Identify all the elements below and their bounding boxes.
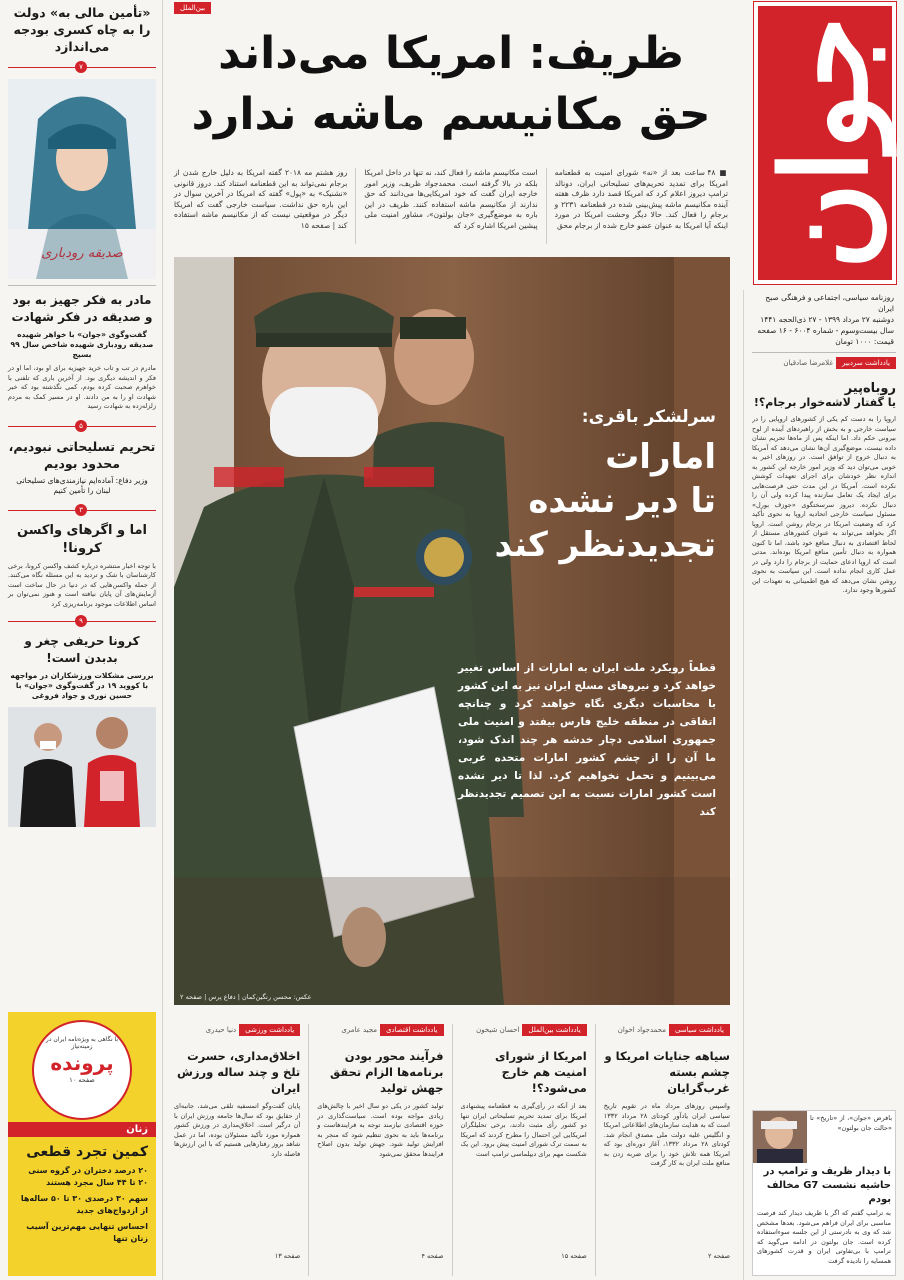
issue-date: دوشنبه ۲۷ مرداد ۱۳۹۹ - ۲۷ ذی‌الحجه ۱۴۴۱ bbox=[760, 315, 894, 324]
teaser-column bbox=[8, 4, 156, 827]
note-tag: یادداشت بین‌الملل bbox=[522, 1024, 586, 1036]
note-body: بعد از آنکه در رأی‌گیری به قطعنامه پیشنهادی امریکا برای تمدید تحریم تسلیحاتی ایران تنها دو کشور رأی مثبت دادند، برخی تحلیلگران امریکایی این احتمال را مطرح کردند که امریکا به سمت ترک شورای امنیت پیش برود. این یک شکست مهم برای دیپلماسی ترامپ است bbox=[460, 1102, 587, 1158]
issue-number: سال بیست‌وسوم - شماره ۶۰۰۴ - ۱۶ صفحه bbox=[757, 326, 894, 335]
note-title: فرآیند محور بودن برنامه‌ها الزام تحقق جهش تولید bbox=[329, 1049, 444, 1095]
parvande-page: صفحه ۱۰ bbox=[69, 1076, 95, 1084]
note-page-ref: صفحه ۴ bbox=[421, 1252, 444, 1260]
page-indicator bbox=[8, 504, 156, 516]
bottom-notes bbox=[174, 1024, 730, 1276]
note-page-ref: صفحه ۱۳ bbox=[274, 1252, 301, 1260]
newspaper-logo: جوان bbox=[755, 16, 894, 270]
editorial-column bbox=[752, 352, 896, 1115]
page-number-badge: ۷ bbox=[75, 61, 87, 73]
note-page-ref: صفحه ۲ bbox=[707, 1252, 730, 1260]
note-author: مجید عامری bbox=[341, 1026, 378, 1034]
top-tag-bar bbox=[174, 2, 728, 14]
note-tag: یادداشت اقتصادی bbox=[380, 1024, 443, 1036]
dossier-box[interactable] bbox=[8, 1012, 156, 1276]
column-divider bbox=[743, 290, 744, 1280]
martyr-portrait bbox=[8, 79, 156, 279]
photo-title-3: تجدیدنظر کند bbox=[494, 525, 716, 565]
teaser-subtitle: گفت‌وگوی «جوان» با خواهر شهیده صدیقه رودباری شهیده شاخص سال ۹۹ بسیج bbox=[10, 330, 154, 359]
tagline: روزنامه سیاسی، اجتماعی و فرهنگی صبح ایران bbox=[765, 293, 894, 313]
interview-box[interactable] bbox=[752, 1110, 896, 1276]
teaser-vaccine[interactable] bbox=[8, 522, 156, 610]
masthead-info bbox=[754, 292, 894, 347]
teaser-title: «تأمین مالی به» دولت را به چاه کسری بودجه می‌اندازد bbox=[13, 5, 151, 54]
athletes-photo bbox=[8, 707, 156, 827]
note-author: دنیا حیدری bbox=[205, 1026, 237, 1034]
note-title: امریکا از شورای امنیت هم خارج می‌شود؟! bbox=[495, 1049, 587, 1095]
masthead-logo bbox=[754, 2, 896, 284]
photo-kicker: سرلشکر باقری: bbox=[581, 407, 716, 427]
lead-col-2: است مکانیسم ماشه را فعال کند، نه تنها در داخل امریکا بلکه در بالا گرفته است. محمدجواد ظریف، وزیر امور خارجه ایران گفت که خود امریکایی‌ها می‌دانند که حق ندارند از مکانیسم ماشه استفاده کنند. ظریف در این باره به موضع‌گیری «جان بولتون»، مشاور امنیت ملی پیشین امریکا اشاره کرد که bbox=[364, 168, 538, 230]
teaser-budget[interactable] bbox=[8, 4, 156, 55]
main-photo[interactable] bbox=[174, 257, 730, 1005]
main-headline[interactable] bbox=[174, 24, 728, 146]
note-sports[interactable] bbox=[174, 1024, 300, 1276]
photo-body-text: قطعاً رویکرد ملت ایران به امارات از اساس تغییر خواهد کرد و نیروهای مسلح ایران نیز به این کشور با محاسبات دیگری نگاه خواهند کرد و چنانچه اتفاقی در منطقه خلیج فارس بیفتد و امنیت ملی جمهوری اسلامی دچار خدشه هر چند اندک شود، ما آن را از چشم کشور امارات متحده عربی می‌بینیم و تحمل نخواهیم کرد. لذا تا دیر نشده است کشور امارات نسبت به این تصمیم تجدیدنظر کند bbox=[458, 662, 716, 818]
editorial-headline[interactable]: روباه‌پیر bbox=[844, 381, 896, 396]
note-tag: یادداشت سیاسی bbox=[669, 1024, 730, 1036]
headline-line2: حق مکانیسم ماشه ندارد bbox=[191, 89, 711, 140]
author-name: غلامرضا صادقیان bbox=[783, 359, 833, 367]
zanan-title: کمین تجرد قطعی bbox=[26, 1144, 148, 1160]
zanan-label: زنان bbox=[8, 1122, 156, 1137]
parvande-stamp bbox=[8, 1012, 156, 1122]
teaser-corona-sports[interactable] bbox=[8, 633, 156, 701]
section-tag: یادداشت سردبیر bbox=[836, 357, 896, 369]
parvande-note: با نگاهی به ویژه‌نامه ایران در زمینه‌نیاز bbox=[45, 1036, 119, 1050]
column-divider bbox=[162, 0, 163, 1280]
photo-credit: عکس: محسن رنگین‌کمان | دفاع پرس | صفحه ۲ bbox=[180, 993, 312, 1001]
signature-art: صدیقه رودباری bbox=[41, 246, 123, 261]
zanan-item: سهم ۳۰ درصدی ۳۰ تا ۵۰ ساله‌ها از ازدواج‌های جدید bbox=[20, 1194, 148, 1215]
editorial-subheadline[interactable]: یا گفتار لاشه‌خوار برجام؟! bbox=[753, 396, 896, 409]
note-economic[interactable] bbox=[317, 1024, 443, 1276]
teaser-body: مادرم در تب و تاب خرید جهیزیه برای او بود، اما او در فکر و اندیشه دیگری بود. از آخرین باری که تلفنی با خواهرم صحبت کرده بودم، کمی نگذشته بود که خبر شهادت او را به من دادند. او در مسیر کمک به مردم زلزله‌زده به شهادت رسید bbox=[8, 364, 156, 410]
note-political[interactable] bbox=[604, 1024, 730, 1276]
zanan-item: ۲۰ درصد دختران در گروه سنی ۲۰ تا ۴۴ سال مجرد هستند bbox=[28, 1166, 148, 1187]
teaser-subtitle: وزیر دفاع: آماده‌ایم نیازمندی‌های تسلیحاتی لبنان را تأمین کنیم bbox=[16, 475, 148, 495]
headline-line1: ظریف: امریکا می‌داند bbox=[218, 28, 684, 79]
bolton-photo bbox=[753, 1111, 807, 1163]
general-photo-illustration bbox=[174, 257, 730, 1005]
page-number-badge: ۵ bbox=[75, 420, 87, 432]
teaser-martyr[interactable] bbox=[8, 292, 156, 412]
teaser-title: مادر به فکر جهیز به بود و صدیقه در فکر شهادت bbox=[11, 293, 153, 324]
teaser-subtitle: بررسی مشکلات ورزشکاران در مواجهه با کووید ۱۹ در گفت‌وگوی «جوان» با حسین نوری و جواد فروغی bbox=[10, 671, 154, 700]
interview-title: با دیدار ظریف و ترامپ در حاشیه نشست G7 مخالف بودم bbox=[763, 1166, 891, 1205]
zanan-list bbox=[8, 1165, 156, 1245]
note-body: تولید کشور در یکی دو سال اخیر با چالش‌های زیادی مواجه بوده است. سیاست‌گذاری در حوزه اقتصادی نیازمند توجه به فرایندهاست و برنامه‌ها باید به نحوی تنظیم شود که منجر به افزایش تولید شود. جهش تولید بدون اصلاح فرایندها محقق نمی‌شود bbox=[317, 1102, 444, 1158]
page-number-badge: ۹ bbox=[75, 615, 87, 627]
teaser-title: کرونا حریفی چغر و بدبدن است! bbox=[24, 634, 140, 665]
note-body: پایان گفت‌وگو اتمسفیه تلقی می‌شد، جانبه‌ای از حقایق بود که سال‌ها جامعه ورزش ایران با آن درگیر است. اخلاق‌مداری در ورزش کشور همواره مورد تأکید مسئولان بوده، اما در عمل شاهد بروز رفتارهایی هستیم که با این ارزش‌ها فاصله دارد bbox=[174, 1102, 301, 1158]
lead-col-3: روز هشتم مه ۲۰۱۸ گفته امریکا به دلیل خارج شدن از برجام نمی‌تواند به این قطعنامه استناد کند. دروز قانونی «نشنیک» به «پول» گفته که امریکا در آخرین سوال در این باره حق نداشت. سیاست خارجی گفت که امریکا دیگر در موقعیتی نیست که از مکانیسم ماشه استفاده کند | صفحه ۱۵ bbox=[174, 168, 348, 230]
note-author: محمدجواد اخوان bbox=[617, 1026, 666, 1034]
page-indicator bbox=[8, 615, 156, 627]
lead-col-1: ■ ۴۸ ساعت بعد از «نه» شورای امنیت به قطعنامه امریکا برای تمدید تحریم‌های تسلیحاتی ایران، دونالد ترامپ دیروز اعلام کرد که امریکا قصد دارد ظرف هفته آینده مکانیسم ماشه پیش‌بینی شده در قطعنامه ۲۲۳۱ و برجام را فعال کند. حالا دیگر وحشت امریکا در مورد اینکه آیا امریکا به عنوان عضو خارج شده از برجام محق bbox=[554, 168, 728, 230]
page-indicator bbox=[8, 420, 156, 432]
page-number-badge: ۳ bbox=[75, 504, 87, 516]
note-title: اخلاق‌مداری، حسرت تلخ و چند ساله ورزش ایران bbox=[176, 1049, 301, 1095]
lead-story bbox=[174, 168, 728, 244]
teaser-title: اما و اگرهای واکسن کرونا! bbox=[17, 522, 147, 556]
note-tag: یادداشت ورزشی bbox=[239, 1024, 300, 1036]
teaser-title: تحریم تسلیحاتی نبودیم، محدود بودیم bbox=[8, 438, 156, 471]
parvande-circle bbox=[32, 1020, 132, 1120]
interview-body: به ترامپ گفتم که اگر با ظریف دیدار کند فرصت مناسبی برای ایران فراهم می‌شود. بعدها مشخص شد که وی به نادرستی از این جلسه سوءاستفاده کرده است. جان بولتون در ادامه می‌گوید که ترامپ با بی‌تفاوتی ایران و قدرت کشورهای همسایه را نادیده گرفت bbox=[757, 1209, 891, 1265]
section-tag-international: بین‌الملل bbox=[174, 2, 211, 14]
note-international[interactable] bbox=[461, 1024, 587, 1276]
note-title: سیاهه جنایات امریکا و چشم بسته غرب‌گرایان bbox=[604, 1049, 730, 1095]
photo-title-1: امارات bbox=[605, 437, 716, 477]
price: قیمت: ۱۰۰۰ تومان bbox=[835, 337, 894, 346]
zanan-item: احساس تنهایی مهم‌ترین آسیب زنان تنها bbox=[26, 1222, 148, 1243]
teaser-body: با توجه اخبار منتشره درباره کشف واکسن کرونا، برخی کارشناسان با شک و تردید به این مسئله نگاه می‌کنند. از جمله واکسن‌هایی که در دنیا در حال ساخت است آزمایش‌های آن پایان نیافته است و هنوز نمی‌توان بر اساس اطلاعات موجود برنامه‌ریزی کرد bbox=[8, 561, 156, 608]
note-page-ref: صفحه ۱۵ bbox=[561, 1252, 587, 1260]
photo-title-2: تا دیر نشده bbox=[528, 481, 716, 521]
page-indicator bbox=[8, 61, 156, 73]
note-body: واسپس روزهای مرداد ماه در تقویم تاریخ سیاسی ایران یادآور کودتای ۲۸ مرداد ۱۳۳۲ است که به هدایت سازمان‌های اطلاعاتی امریکا و انگلیس علیه دولت ملی مصدق انجام شد. کودتای ۲۸ مرداد ۱۳۳۲، آغاز دوره‌ای بود که امریکا همه تلاش خود را برای ضربه زدن به منافع ملت ایران به کار گرفت bbox=[603, 1102, 730, 1167]
photo-headline bbox=[426, 407, 716, 567]
teaser-sanctions[interactable] bbox=[8, 438, 156, 496]
parvande-title: پرونده bbox=[50, 1051, 114, 1075]
editorial-body: اروپا را به دست کم یکی از کشورهای اروپایی را در سیاست خارجی و به بخش از راهبردهای آینده از لوح بیرونی حکم داد. اما اینکه پس از ماه‌ها تحریم نشان داده نیست، موضع‌گیری آن‌ها نشان می‌دهد که آمریکا به دنبال خروج از توافق است. در روزهای اخیر به خوبی می‌توان دید که وزیر امور خارجه این کشور به اندازه نظر خودشان برای اجرای تعهدات کوشش نکرده است. آمریکا در این مدت حتی فرصت‌هایی برای ایجاد یک تعامل سازنده پیدا کرده ولی آن را دنبال نکرده. دیروز سرسختگوی «جوزف بورل» مسئول سیاست خارجی اتحادیه اروپا به نحوی تأکید کرد که وضعیت امریکا در برجام روشن است. اروپا اگر بخواهد می‌تواند به عنوان کشورهای مستقل از لحاظ اقتصادی به دنبال منافع خود باشد، اما تا کنون همواره به دنبال تأمین منافع امریکا بوده‌اند. مدتی است که اروپا ادعای حمایت از برجام را دارد ولی در عمل کاری انجام نداده است. این سیاست به نحوی روشن نشان می‌دهد که هیچ اطمینانی به تعهدات این کشورها وجود ندارد. bbox=[752, 415, 896, 594]
interview-kicker: بافرض «جوان»، از «تاریخ» تا «حالت جان بولتون» bbox=[810, 1114, 892, 1132]
note-author: احسان شیخون bbox=[476, 1026, 520, 1034]
